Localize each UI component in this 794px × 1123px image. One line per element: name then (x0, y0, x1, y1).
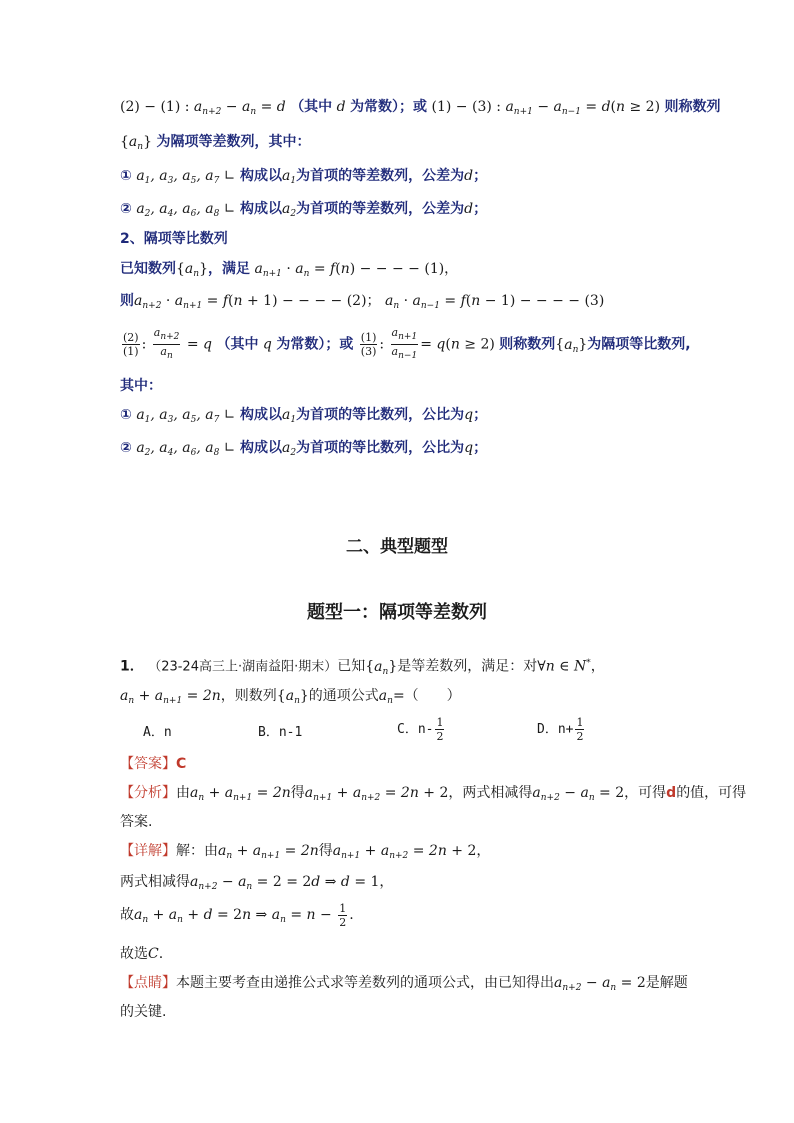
def-arith-line-1: (2) − (1) : $a_{n+2} - a_n = d$ （其中 d 为常数）；或 (1) − (3) : $a_{n+1} - a_{n-1} = d(n \ge 2)$ 则称数列 (120, 99, 721, 117)
option-b[interactable]: B．n-1 (258, 725, 303, 740)
geo-where: 其中： (120, 378, 162, 394)
analysis-line-1: 【分析】由$a_n + a_{n+1} = 2n$得$a_{n+1} + a_{n+2} = 2n + 2$，两式相减得$a_{n+2} - a_n = 2$，可得d的值，可得 (120, 785, 747, 803)
comment-line-2: 的关键. (120, 1004, 167, 1020)
geo-known-line: 已知数列$\{a_n\}$，满足 $a_{n+1} \cdot a_n = f(n)$ − − − − (1)， (120, 261, 459, 279)
detail-line-1: 【详解】解：由$a_n + a_{n+1} = 2n$得$a_{n+1} + a_{n+2} = 2n + 2$， (120, 843, 491, 861)
geo-ratio-line: $\frac{(2)}{(1)}$ : $\frac{a_{n+2}}{a_n}$ = q （其中 q 为常数）；或 $\frac{(1)}{(3)}$ : $\frac{a_{n+1}}{a_{n-1}}$ = q(n ≥ 2) 则称数列$\{a_n\}$为隔项等比数列, (123, 326, 691, 361)
analysis-line-2: 答案. (120, 814, 153, 830)
comment-line-1: 【点睛】本题主要考查由递推公式求等差数列的通项公式，由已知得出$a_{n+2} - a_n = 2$是解题 (120, 975, 688, 993)
option-c[interactable]: C．n- $\frac{1}{2}$ (397, 716, 444, 743)
detail-line-3: 故$a_n + a_n + d = 2n$ ⇒ $a_n = n$ − $\frac{1}{2}$ . (120, 901, 354, 929)
option-d[interactable]: D．n+ $\frac{1}{2}$ (537, 716, 584, 743)
arith-item-2: ② $a_2$, $a_4$, $a_6$, $a_8$ ∟ 构成以$a_2$为首项的等差数列，公差为d； (120, 201, 488, 219)
topic-heading: 题型一：隔项等差数列 (307, 602, 487, 623)
arith-item-1: ① $a_1$, $a_3$, $a_5$, $a_7$ ∟ 构成以$a_1$为首项的等差数列，公差为d； (120, 168, 488, 186)
answer-line: 【答案】C (120, 756, 187, 772)
detail-line-2: 两式相减得$a_{n+2} - a_n = 2 = 2d$ ⇒ d = 1， (120, 874, 394, 892)
geo-item-1: ① $a_1$, $a_3$, $a_5$, $a_7$ ∟ 构成以$a_1$为首项的等比数列，公比为q； (120, 407, 488, 425)
problem-stem-line-1: 1． （23-24高三上·湖南益阳·期末）已知$\{a_n\}$是等差数列，满足：对∀n ∈ N*， (120, 658, 605, 677)
def-arith-line-2: $\{a_n\}$ 为隔项等差数列，其中： (120, 134, 311, 152)
section-heading: 二、典型题型 (346, 537, 448, 557)
geo-then-line: 则$a_{n+2} \cdot a_{n+1} = f(n + 1)$ − − − − (2)； $a_n \cdot a_{n-1} = f(n - 1)$ − − − − (3) (120, 293, 605, 311)
problem-stem-line-2: $a_n + a_{n+1} = 2n$，则数列$\{a_n\}$的通项公式$a_n=$（ ） (120, 688, 461, 706)
geo-section-title: 2、隔项等比数列 (120, 231, 228, 247)
geo-item-2: ② $a_2$, $a_4$, $a_6$, $a_8$ ∟ 构成以$a_2$为首项的等比数列，公比为q； (120, 440, 488, 458)
detail-line-4: 故选C. (120, 946, 164, 962)
option-a[interactable]: A．n (143, 725, 172, 740)
